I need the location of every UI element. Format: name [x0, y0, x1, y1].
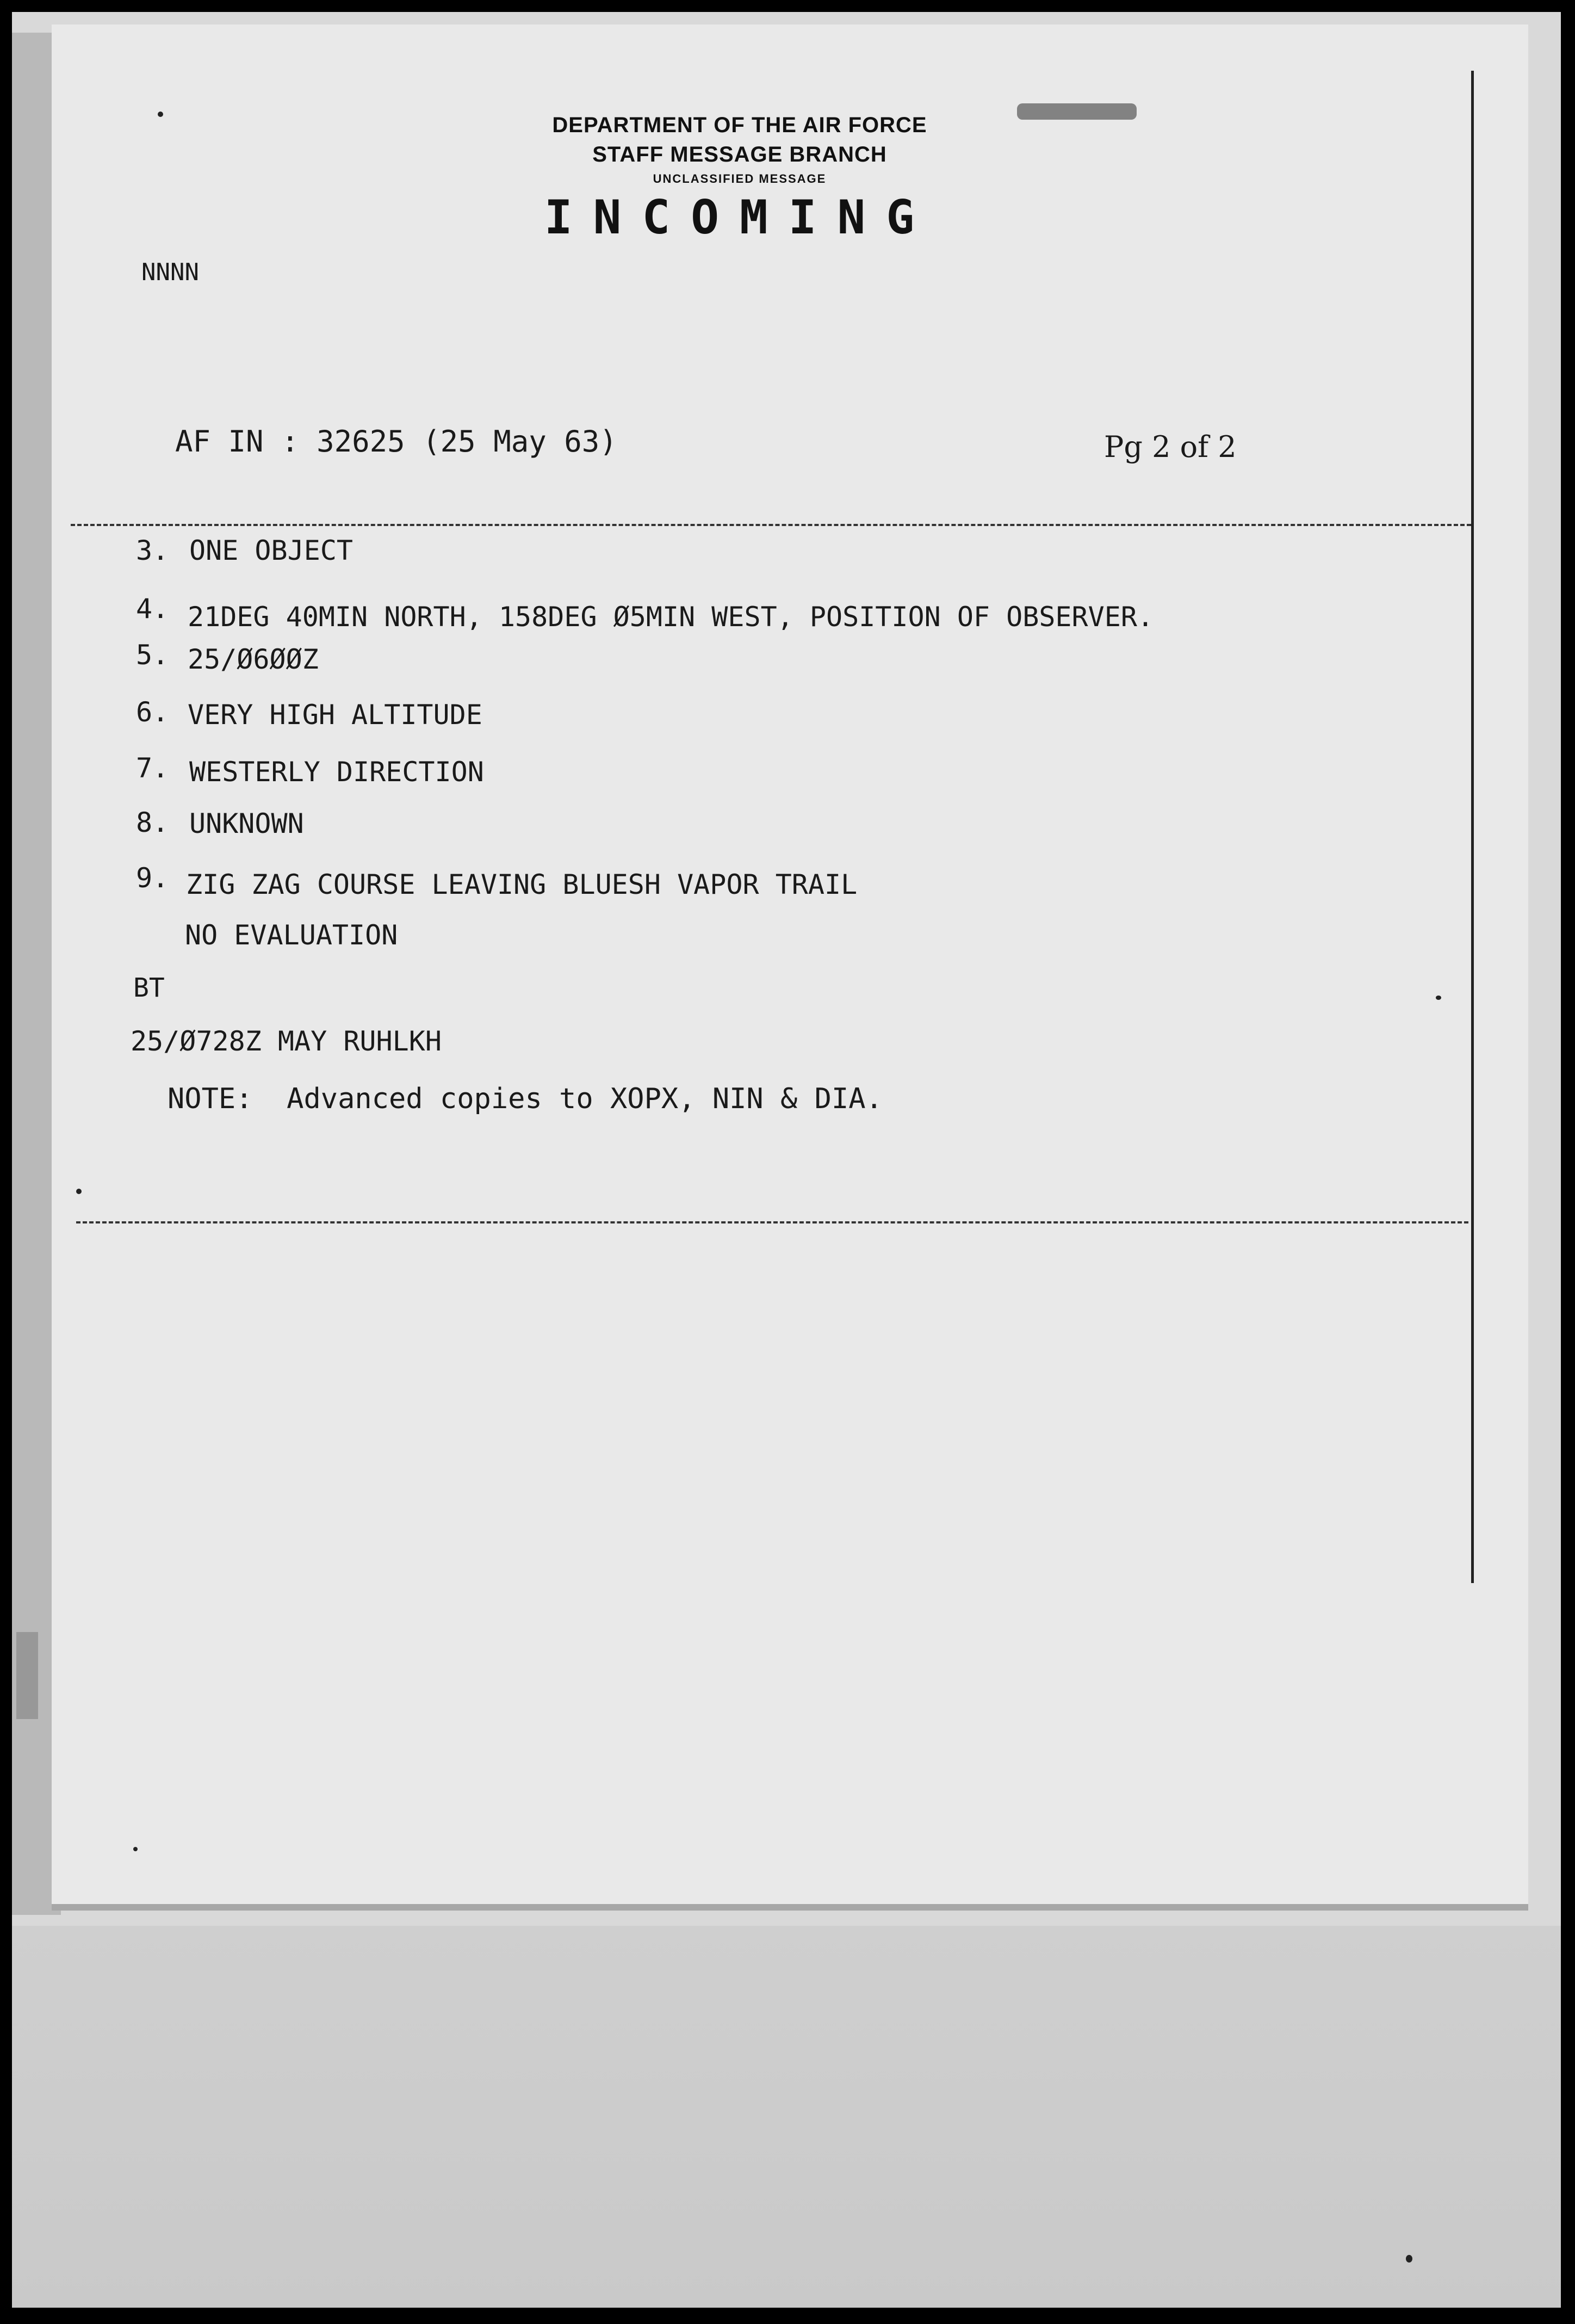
break-marker: BT — [133, 973, 165, 1003]
classification-label: UNCLASSIFIED MESSAGE — [653, 172, 827, 186]
scan-lower-area — [12, 1926, 1561, 2308]
item-text: 21DEG 40MIN NORTH, 158DEG Ø5MIN WEST, POSITION OF OBSERVER. — [188, 601, 1154, 633]
item-text: UNKNOWN — [189, 808, 304, 839]
message-page — [52, 24, 1528, 1904]
item-number: 5. — [136, 639, 169, 671]
ink-speck — [1436, 996, 1441, 1000]
item-number: 3. — [136, 535, 169, 566]
film-streak — [16, 1632, 38, 1719]
ink-speck — [76, 1189, 82, 1194]
distribution-note: NOTE: Advanced copies to XOPX, NIN & DIA. — [168, 1083, 883, 1115]
evaluation-line: NO EVALUATION — [185, 919, 398, 951]
item-text: WESTERLY DIRECTION — [189, 756, 484, 788]
top-separator — [71, 524, 1471, 526]
message-reference: AF IN : 32625 (25 May 63) — [175, 424, 617, 459]
branch-heading: STAFF MESSAGE BRANCH — [592, 143, 887, 166]
routing-prefix: NNNN — [141, 258, 199, 286]
item-text: 25/Ø6ØØZ — [188, 644, 319, 675]
item-text: VERY HIGH ALTITUDE — [188, 699, 482, 731]
bottom-separator — [76, 1221, 1468, 1223]
incoming-stamp: INCOMING — [544, 190, 935, 245]
item-text: ZIG ZAG COURSE LEAVING BLUESH VAPOR TRAIL — [186, 869, 858, 900]
item-number: 9. — [136, 862, 169, 894]
right-margin-line — [1471, 71, 1474, 1583]
department-heading: DEPARTMENT OF THE AIR FORCE — [552, 113, 927, 137]
ink-speck — [133, 1847, 138, 1851]
ink-speck — [158, 112, 163, 117]
page-indicator: Pg 2 of 2 — [1104, 430, 1237, 464]
date-time-group: 25/Ø728Z MAY RUHLKH — [131, 1025, 442, 1057]
item-number: 6. — [136, 696, 169, 728]
ink-speck — [1406, 2255, 1412, 2263]
item-number: 7. — [136, 752, 169, 784]
ink-smudge — [1017, 103, 1137, 120]
item-number: 8. — [136, 807, 169, 838]
item-text: ONE OBJECT — [189, 535, 354, 566]
item-number: 4. — [136, 593, 169, 625]
